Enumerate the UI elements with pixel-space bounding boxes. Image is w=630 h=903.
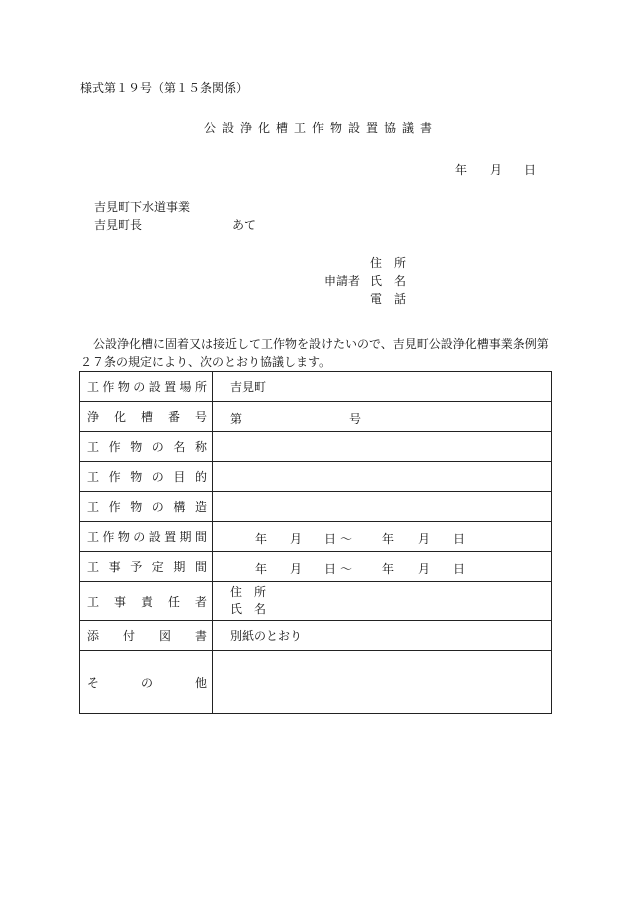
label-char: 事: [108, 560, 121, 574]
label-char: の: [133, 530, 146, 544]
install-end-month: 月: [418, 531, 431, 546]
table-row-other: [80, 651, 552, 714]
label-char: 物: [130, 440, 143, 454]
responsible-name-label: 氏 名: [230, 602, 267, 616]
label-char: 目: [173, 470, 186, 484]
label-char: そ: [87, 675, 100, 690]
label-char: 工: [87, 560, 100, 574]
label-structure-name: [80, 438, 212, 455]
install-tilde: ～: [340, 531, 353, 546]
work-start-day: 日: [324, 561, 337, 576]
label-char: 的: [194, 470, 207, 484]
date-day: 日: [524, 163, 537, 177]
label-char: 定: [151, 560, 164, 574]
label-char: 設: [148, 380, 161, 394]
label-char: 物: [130, 500, 143, 514]
tank-number-suffix: 号: [349, 411, 362, 426]
table-row-construction: [80, 492, 552, 522]
value-construction[interactable]: [213, 492, 552, 522]
form-number: 様式第１９号（第１５条関係）: [80, 81, 249, 95]
install-start-month: 月: [290, 531, 303, 546]
label-char: 物: [130, 470, 143, 484]
label-char: 構: [173, 500, 186, 514]
table-row-work-period: [80, 552, 552, 582]
addressee-ate: あて: [232, 218, 257, 232]
label-char: 付: [122, 629, 135, 643]
label-char: の: [151, 470, 164, 484]
label-char: 予: [130, 560, 143, 574]
applicant-name: 氏 名: [370, 274, 407, 288]
label-char: 名: [173, 440, 186, 454]
application-table: [79, 371, 552, 714]
label-char: の: [133, 380, 146, 394]
label-char: 場: [179, 380, 192, 394]
body-text-line1: 公設浄化槽に固着又は接近して工作物を設けたいので、吉見町公設浄化槽事業条例第: [93, 337, 549, 351]
label-char: 号: [194, 410, 207, 424]
label-char: 工: [87, 440, 100, 454]
label-char: 物: [117, 530, 130, 544]
label-char: 作: [108, 440, 121, 454]
date-month: 月: [490, 163, 503, 177]
label-purpose: [80, 468, 212, 485]
label-char: の: [151, 440, 164, 454]
label-char: 称: [194, 440, 207, 454]
value-purpose[interactable]: [213, 462, 552, 492]
label-char: 番: [167, 410, 180, 424]
label-char: の: [140, 675, 153, 690]
label-char: 他: [194, 675, 207, 690]
applicant-label: 申請者: [324, 274, 361, 288]
label-char: 作: [102, 530, 115, 544]
label-char: 工: [87, 380, 100, 394]
value-structure-name[interactable]: [213, 432, 552, 462]
label-char: 設: [148, 530, 161, 544]
work-end-day: 日: [453, 561, 466, 576]
label-char: の: [151, 500, 164, 514]
label-responsible: [80, 593, 212, 610]
label-char: 工: [87, 500, 100, 514]
value-tank-number: [213, 410, 551, 424]
applicant-address: 住 所: [370, 256, 407, 270]
label-char: 者: [194, 594, 207, 609]
label-char: 造: [194, 500, 207, 514]
label-char: 浄: [87, 410, 100, 424]
body-text-line2: ２７条の規定により、次のとおり協議します。: [80, 355, 332, 369]
value-drawings: 別紙のとおり: [230, 629, 303, 643]
value-work-period: [213, 560, 551, 574]
table-row-install-period: [80, 522, 552, 552]
install-end-year: 年: [382, 531, 395, 546]
table-row-structure-name: [80, 432, 552, 462]
table-row-location: [80, 372, 552, 402]
label-char: 置: [164, 380, 177, 394]
label-char: 所: [194, 380, 207, 394]
label-char: 物: [117, 380, 130, 394]
document-title: 公設浄化槽工作物設置協議書: [204, 121, 439, 135]
table-row-tank-number: [80, 402, 552, 432]
label-location: [80, 378, 212, 395]
install-start-day: 日: [324, 531, 337, 546]
label-construction: [80, 498, 212, 515]
applicant-phone: 電 話: [370, 292, 407, 306]
label-char: 添: [87, 629, 100, 643]
label-char: 作: [108, 500, 121, 514]
table-row-purpose: [80, 462, 552, 492]
label-work-period: [80, 558, 212, 575]
date-year: 年: [455, 163, 468, 177]
label-char: 化: [113, 410, 126, 424]
work-end-year: 年: [382, 561, 395, 576]
install-end-day: 日: [453, 531, 466, 546]
addressee-org: 吉見町下水道事業: [94, 200, 191, 214]
work-start-month: 月: [290, 561, 303, 576]
label-tank-number: [80, 408, 212, 425]
table-row-drawings: [80, 621, 552, 651]
work-end-month: 月: [418, 561, 431, 576]
label-drawings: [80, 627, 212, 644]
value-responsible: [213, 584, 551, 618]
label-char: 期: [173, 560, 186, 574]
install-start-year: 年: [255, 531, 268, 546]
label-char: 工: [87, 530, 100, 544]
label-char: 間: [194, 530, 207, 544]
label-char: 作: [108, 470, 121, 484]
responsible-address-label: 住 所: [230, 585, 267, 599]
table-row-responsible: [80, 582, 552, 621]
label-char: 工: [87, 470, 100, 484]
label-other: [80, 674, 212, 691]
label-char: 作: [102, 380, 115, 394]
label-char: 任: [167, 594, 180, 609]
work-tilde: ～: [340, 561, 353, 576]
label-char: 置: [164, 530, 177, 544]
label-char: 期: [179, 530, 192, 544]
value-other[interactable]: [213, 651, 552, 714]
label-char: 工: [87, 594, 100, 609]
label-char: 槽: [140, 410, 153, 424]
work-start-year: 年: [255, 561, 268, 576]
label-char: 間: [194, 560, 207, 574]
label-char: 書: [194, 629, 207, 643]
label-char: 責: [140, 594, 153, 609]
addressee-mayor: 吉見町長: [94, 218, 143, 232]
label-char: 事: [113, 594, 126, 609]
tank-number-prefix: 第: [230, 411, 243, 426]
value-location: 吉見町: [230, 380, 267, 394]
value-install-period: [213, 530, 551, 544]
label-install-period: [80, 528, 212, 545]
label-char: 図: [158, 629, 171, 643]
